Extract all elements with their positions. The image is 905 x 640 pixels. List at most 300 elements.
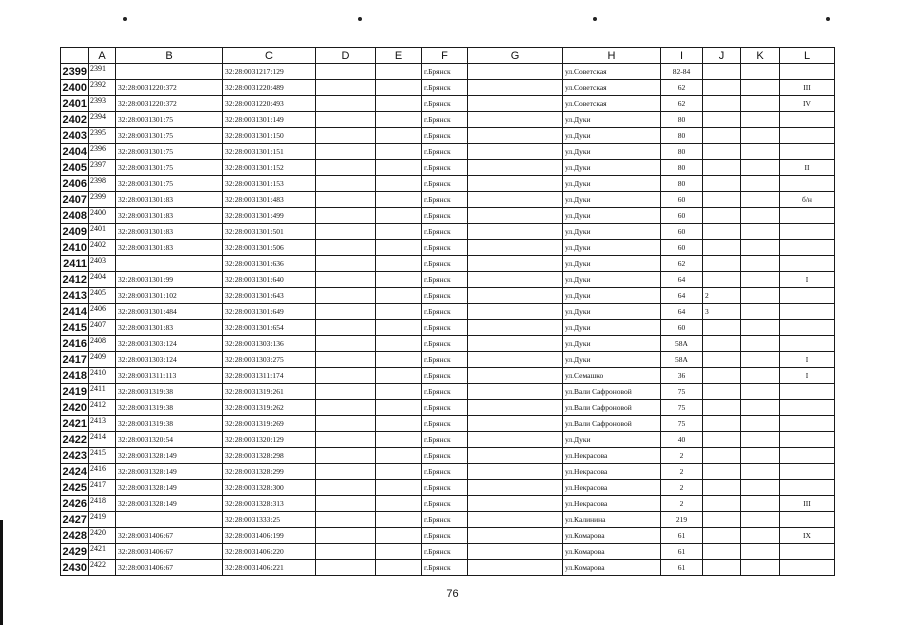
cell-j[interactable] [703,96,741,112]
cell-l[interactable] [780,320,835,336]
cell-c[interactable]: 32:28:0031303:136 [223,336,316,352]
cell-j[interactable] [703,416,741,432]
cell-a[interactable]: 2421 [89,544,116,560]
cell-j[interactable] [703,128,741,144]
cell-g[interactable] [468,176,563,192]
cell-j[interactable] [703,192,741,208]
cell-j[interactable] [703,144,741,160]
cell-d[interactable] [316,512,376,528]
column-header[interactable]: L [780,48,835,64]
cell-i[interactable]: 64 [661,272,703,288]
cell-f[interactable]: г.Брянск [422,112,468,128]
cell-b[interactable]: 32:28:0031301:102 [116,288,223,304]
cell-e[interactable] [376,400,422,416]
cell-e[interactable] [376,544,422,560]
cell-h[interactable]: ул.Дуки [563,288,661,304]
row-number[interactable]: 2423 [61,448,89,464]
cell-b[interactable]: 32:28:0031301:75 [116,128,223,144]
cell-l[interactable] [780,432,835,448]
cell-i[interactable]: 60 [661,240,703,256]
cell-f[interactable]: г.Брянск [422,96,468,112]
cell-a[interactable]: 2415 [89,448,116,464]
cell-b[interactable]: 32:28:0031406:67 [116,528,223,544]
cell-g[interactable] [468,192,563,208]
cell-c[interactable]: 32:28:0031319:261 [223,384,316,400]
cell-g[interactable] [468,288,563,304]
cell-d[interactable] [316,384,376,400]
cell-a[interactable]: 2410 [89,368,116,384]
cell-a[interactable]: 2422 [89,560,116,576]
cell-j[interactable] [703,496,741,512]
cell-i[interactable]: 40 [661,432,703,448]
cell-l[interactable] [780,256,835,272]
cell-k[interactable] [741,368,780,384]
row-number[interactable]: 2407 [61,192,89,208]
cell-g[interactable] [468,320,563,336]
cell-f[interactable]: г.Брянск [422,560,468,576]
cell-e[interactable] [376,160,422,176]
cell-i[interactable]: 36 [661,368,703,384]
cell-j[interactable] [703,528,741,544]
cell-j[interactable] [703,448,741,464]
cell-f[interactable]: г.Брянск [422,464,468,480]
cell-k[interactable] [741,320,780,336]
cell-c[interactable]: 32:28:0031301:153 [223,176,316,192]
cell-h[interactable]: ул.Дуки [563,304,661,320]
cell-g[interactable] [468,80,563,96]
cell-d[interactable] [316,544,376,560]
row-number[interactable]: 2425 [61,480,89,496]
row-number[interactable]: 2414 [61,304,89,320]
cell-l[interactable] [780,544,835,560]
cell-j[interactable] [703,544,741,560]
row-number[interactable]: 2420 [61,400,89,416]
cell-e[interactable] [376,192,422,208]
cell-d[interactable] [316,320,376,336]
cell-j[interactable] [703,160,741,176]
cell-k[interactable] [741,448,780,464]
cell-j[interactable] [703,432,741,448]
cell-b[interactable]: 32:28:0031301:83 [116,224,223,240]
row-number[interactable]: 2426 [61,496,89,512]
cell-b[interactable]: 32:28:0031320:54 [116,432,223,448]
cell-f[interactable]: г.Брянск [422,336,468,352]
cell-h[interactable]: ул.Дуки [563,160,661,176]
cell-d[interactable] [316,160,376,176]
cell-c[interactable]: 32:28:0031406:199 [223,528,316,544]
cell-e[interactable] [376,496,422,512]
cell-d[interactable] [316,128,376,144]
row-number[interactable]: 2410 [61,240,89,256]
row-number[interactable]: 2399 [61,64,89,80]
row-number[interactable]: 2429 [61,544,89,560]
cell-l[interactable] [780,128,835,144]
cell-f[interactable]: г.Брянск [422,320,468,336]
column-header[interactable]: C [223,48,316,64]
cell-l[interactable] [780,448,835,464]
cell-i[interactable]: 75 [661,384,703,400]
cell-f[interactable]: г.Брянск [422,160,468,176]
cell-k[interactable] [741,144,780,160]
cell-f[interactable]: г.Брянск [422,224,468,240]
cell-k[interactable] [741,208,780,224]
cell-b[interactable]: 32:28:0031220:372 [116,96,223,112]
cell-c[interactable]: 32:28:0031217:129 [223,64,316,80]
column-header[interactable]: G [468,48,563,64]
cell-d[interactable] [316,192,376,208]
cell-c[interactable]: 32:28:0031301:654 [223,320,316,336]
cell-c[interactable]: 32:28:0031328:299 [223,464,316,480]
column-header[interactable]: D [316,48,376,64]
cell-c[interactable]: 32:28:0031328:298 [223,448,316,464]
cell-c[interactable]: 32:28:0031301:643 [223,288,316,304]
cell-a[interactable]: 2401 [89,224,116,240]
cell-a[interactable]: 2414 [89,432,116,448]
cell-h[interactable]: ул.Дуки [563,192,661,208]
cell-h[interactable]: ул.Комарова [563,544,661,560]
cell-g[interactable] [468,544,563,560]
cell-k[interactable] [741,224,780,240]
cell-j[interactable] [703,64,741,80]
cell-e[interactable] [376,208,422,224]
cell-j[interactable] [703,224,741,240]
row-number[interactable]: 2418 [61,368,89,384]
cell-f[interactable]: г.Брянск [422,416,468,432]
cell-k[interactable] [741,96,780,112]
cell-l[interactable] [780,288,835,304]
cell-j[interactable] [703,112,741,128]
cell-d[interactable] [316,240,376,256]
cell-f[interactable]: г.Брянск [422,432,468,448]
cell-l[interactable] [780,512,835,528]
cell-a[interactable]: 2400 [89,208,116,224]
cell-h[interactable]: ул.Советская [563,64,661,80]
cell-e[interactable] [376,512,422,528]
cell-e[interactable] [376,96,422,112]
cell-f[interactable]: г.Брянск [422,208,468,224]
cell-h[interactable]: ул.Дуки [563,352,661,368]
cell-h[interactable]: ул.Дуки [563,144,661,160]
cell-e[interactable] [376,80,422,96]
row-number[interactable]: 2422 [61,432,89,448]
cell-h[interactable]: ул.Семашко [563,368,661,384]
cell-c[interactable]: 32:28:0031301:636 [223,256,316,272]
cell-l[interactable] [780,224,835,240]
cell-a[interactable]: 2395 [89,128,116,144]
row-number[interactable]: 2419 [61,384,89,400]
cell-i[interactable]: 64 [661,304,703,320]
cell-b[interactable]: 32:28:0031301:83 [116,208,223,224]
cell-g[interactable] [468,160,563,176]
cell-i[interactable]: 61 [661,528,703,544]
cell-i[interactable]: 60 [661,320,703,336]
row-number[interactable]: 2428 [61,528,89,544]
cell-l[interactable] [780,176,835,192]
cell-l[interactable] [780,464,835,480]
cell-l[interactable]: II [780,160,835,176]
cell-b[interactable]: 32:28:0031328:149 [116,464,223,480]
row-number[interactable]: 2421 [61,416,89,432]
row-number[interactable]: 2415 [61,320,89,336]
cell-i[interactable]: 80 [661,176,703,192]
cell-a[interactable]: 2412 [89,400,116,416]
row-number[interactable]: 2412 [61,272,89,288]
cell-k[interactable] [741,176,780,192]
cell-k[interactable] [741,128,780,144]
cell-i[interactable]: 80 [661,112,703,128]
cell-a[interactable]: 2408 [89,336,116,352]
cell-d[interactable] [316,224,376,240]
cell-g[interactable] [468,368,563,384]
cell-i[interactable]: 75 [661,416,703,432]
cell-d[interactable] [316,352,376,368]
cell-g[interactable] [468,528,563,544]
cell-d[interactable] [316,448,376,464]
cell-b[interactable]: 32:28:0031301:99 [116,272,223,288]
cell-g[interactable] [468,240,563,256]
cell-l[interactable]: IX [780,528,835,544]
cell-e[interactable] [376,224,422,240]
cell-h[interactable]: ул.Калинина [563,512,661,528]
row-number[interactable]: 2401 [61,96,89,112]
cell-j[interactable] [703,400,741,416]
cell-l[interactable]: I [780,272,835,288]
cell-h[interactable]: ул.Некрасова [563,448,661,464]
cell-f[interactable]: г.Брянск [422,256,468,272]
cell-e[interactable] [376,384,422,400]
column-header[interactable]: K [741,48,780,64]
cell-b[interactable]: 32:28:0031406:67 [116,544,223,560]
cell-a[interactable]: 2417 [89,480,116,496]
cell-c[interactable]: 32:28:0031301:149 [223,112,316,128]
cell-g[interactable] [468,128,563,144]
cell-h[interactable]: ул.Дуки [563,432,661,448]
cell-j[interactable] [703,512,741,528]
cell-g[interactable] [468,400,563,416]
cell-i[interactable]: 80 [661,128,703,144]
cell-k[interactable] [741,256,780,272]
cell-h[interactable]: ул.Вали Сафроновой [563,416,661,432]
cell-c[interactable]: 32:28:0031301:150 [223,128,316,144]
cell-l[interactable]: I [780,368,835,384]
row-number[interactable]: 2416 [61,336,89,352]
row-number[interactable]: 2427 [61,512,89,528]
cell-c[interactable]: 32:28:0031333:25 [223,512,316,528]
row-number[interactable]: 2402 [61,112,89,128]
row-number[interactable]: 2403 [61,128,89,144]
cell-k[interactable] [741,192,780,208]
cell-b[interactable]: 32:28:0031328:149 [116,480,223,496]
cell-f[interactable]: г.Брянск [422,544,468,560]
cell-k[interactable] [741,416,780,432]
cell-k[interactable] [741,64,780,80]
cell-d[interactable] [316,208,376,224]
cell-f[interactable]: г.Брянск [422,480,468,496]
cell-l[interactable] [780,336,835,352]
cell-a[interactable]: 2403 [89,256,116,272]
cell-g[interactable] [468,480,563,496]
cell-e[interactable] [376,448,422,464]
cell-b[interactable]: 32:28:0031406:67 [116,560,223,576]
row-number[interactable]: 2417 [61,352,89,368]
cell-c[interactable]: 32:28:0031320:129 [223,432,316,448]
cell-d[interactable] [316,368,376,384]
cell-c[interactable]: 32:28:0031319:262 [223,400,316,416]
cell-f[interactable]: г.Брянск [422,496,468,512]
cell-a[interactable]: 2411 [89,384,116,400]
cell-d[interactable] [316,496,376,512]
cell-e[interactable] [376,528,422,544]
cell-g[interactable] [468,272,563,288]
cell-b[interactable]: 32:28:0031301:83 [116,320,223,336]
cell-j[interactable] [703,480,741,496]
cell-j[interactable] [703,352,741,368]
cell-d[interactable] [316,176,376,192]
cell-l[interactable] [780,144,835,160]
cell-e[interactable] [376,128,422,144]
cell-h[interactable]: ул.Комарова [563,560,661,576]
cell-k[interactable] [741,304,780,320]
cell-l[interactable] [780,400,835,416]
row-number[interactable]: 2404 [61,144,89,160]
cell-d[interactable] [316,256,376,272]
cell-l[interactable]: б/н [780,192,835,208]
cell-a[interactable]: 2409 [89,352,116,368]
cell-a[interactable]: 2399 [89,192,116,208]
cell-c[interactable]: 32:28:0031406:221 [223,560,316,576]
cell-i[interactable]: 60 [661,192,703,208]
cell-b[interactable]: 32:28:0031301:484 [116,304,223,320]
cell-g[interactable] [468,336,563,352]
cell-a[interactable]: 2404 [89,272,116,288]
cell-h[interactable]: ул.Некрасова [563,464,661,480]
cell-b[interactable]: 32:28:0031319:38 [116,400,223,416]
cell-f[interactable]: г.Брянск [422,128,468,144]
cell-j[interactable] [703,464,741,480]
row-number[interactable]: 2430 [61,560,89,576]
cell-h[interactable]: ул.Советская [563,80,661,96]
column-header[interactable]: A [89,48,116,64]
cell-a[interactable]: 2402 [89,240,116,256]
cell-d[interactable] [316,560,376,576]
cell-j[interactable] [703,80,741,96]
cell-d[interactable] [316,432,376,448]
cell-h[interactable]: ул.Некрасова [563,496,661,512]
cell-i[interactable]: 2 [661,448,703,464]
cell-j[interactable] [703,256,741,272]
cell-j[interactable]: 2 [703,288,741,304]
cell-c[interactable]: 32:28:0031303:275 [223,352,316,368]
cell-a[interactable]: 2406 [89,304,116,320]
cell-l[interactable] [780,208,835,224]
cell-l[interactable]: III [780,496,835,512]
cell-h[interactable]: ул.Дуки [563,128,661,144]
cell-l[interactable] [780,64,835,80]
cell-k[interactable] [741,112,780,128]
cell-b[interactable] [116,512,223,528]
cell-e[interactable] [376,432,422,448]
cell-b[interactable] [116,256,223,272]
cell-d[interactable] [316,528,376,544]
column-header[interactable]: F [422,48,468,64]
row-number[interactable]: 2409 [61,224,89,240]
cell-h[interactable]: ул.Дуки [563,256,661,272]
cell-k[interactable] [741,400,780,416]
cell-e[interactable] [376,256,422,272]
cell-b[interactable]: 32:28:0031319:38 [116,416,223,432]
cell-i[interactable]: 2 [661,496,703,512]
cell-d[interactable] [316,96,376,112]
cell-g[interactable] [468,432,563,448]
cell-k[interactable] [741,432,780,448]
cell-h[interactable]: ул.Советская [563,96,661,112]
cell-i[interactable]: 61 [661,560,703,576]
cell-h[interactable]: ул.Дуки [563,112,661,128]
cell-e[interactable] [376,144,422,160]
cell-f[interactable]: г.Брянск [422,144,468,160]
cell-g[interactable] [468,464,563,480]
cell-e[interactable] [376,112,422,128]
row-number[interactable]: 2400 [61,80,89,96]
cell-k[interactable] [741,240,780,256]
column-header[interactable]: B [116,48,223,64]
cell-c[interactable]: 32:28:0031220:493 [223,96,316,112]
cell-i[interactable]: 62 [661,96,703,112]
cell-l[interactable] [780,480,835,496]
cell-a[interactable]: 2413 [89,416,116,432]
cell-c[interactable]: 32:28:0031319:269 [223,416,316,432]
row-number[interactable]: 2424 [61,464,89,480]
column-header[interactable]: E [376,48,422,64]
cell-a[interactable]: 2420 [89,528,116,544]
cell-e[interactable] [376,272,422,288]
column-header[interactable]: J [703,48,741,64]
cell-e[interactable] [376,464,422,480]
cell-j[interactable] [703,560,741,576]
cell-i[interactable]: 58А [661,336,703,352]
cell-h[interactable]: ул.Дуки [563,272,661,288]
cell-h[interactable]: ул.Вали Сафроновой [563,400,661,416]
cell-b[interactable]: 32:28:0031303:124 [116,352,223,368]
cell-c[interactable]: 32:28:0031220:489 [223,80,316,96]
cell-k[interactable] [741,464,780,480]
cell-d[interactable] [316,272,376,288]
cell-j[interactable] [703,320,741,336]
cell-g[interactable] [468,224,563,240]
cell-c[interactable]: 32:28:0031406:220 [223,544,316,560]
cell-d[interactable] [316,64,376,80]
cell-b[interactable]: 32:28:0031301:75 [116,176,223,192]
cell-d[interactable] [316,288,376,304]
cell-f[interactable]: г.Брянск [422,272,468,288]
cell-f[interactable]: г.Брянск [422,352,468,368]
cell-i[interactable]: 82-84 [661,64,703,80]
column-header[interactable]: I [661,48,703,64]
cell-e[interactable] [376,288,422,304]
row-number[interactable]: 2411 [61,256,89,272]
cell-e[interactable] [376,176,422,192]
cell-e[interactable] [376,352,422,368]
cell-i[interactable]: 2 [661,464,703,480]
cell-b[interactable]: 32:28:0031220:372 [116,80,223,96]
cell-l[interactable] [780,240,835,256]
cell-l[interactable] [780,384,835,400]
cell-a[interactable]: 2391 [89,64,116,80]
cell-h[interactable]: ул.Дуки [563,224,661,240]
cell-a[interactable]: 2405 [89,288,116,304]
cell-h[interactable]: ул.Дуки [563,320,661,336]
cell-a[interactable]: 2418 [89,496,116,512]
